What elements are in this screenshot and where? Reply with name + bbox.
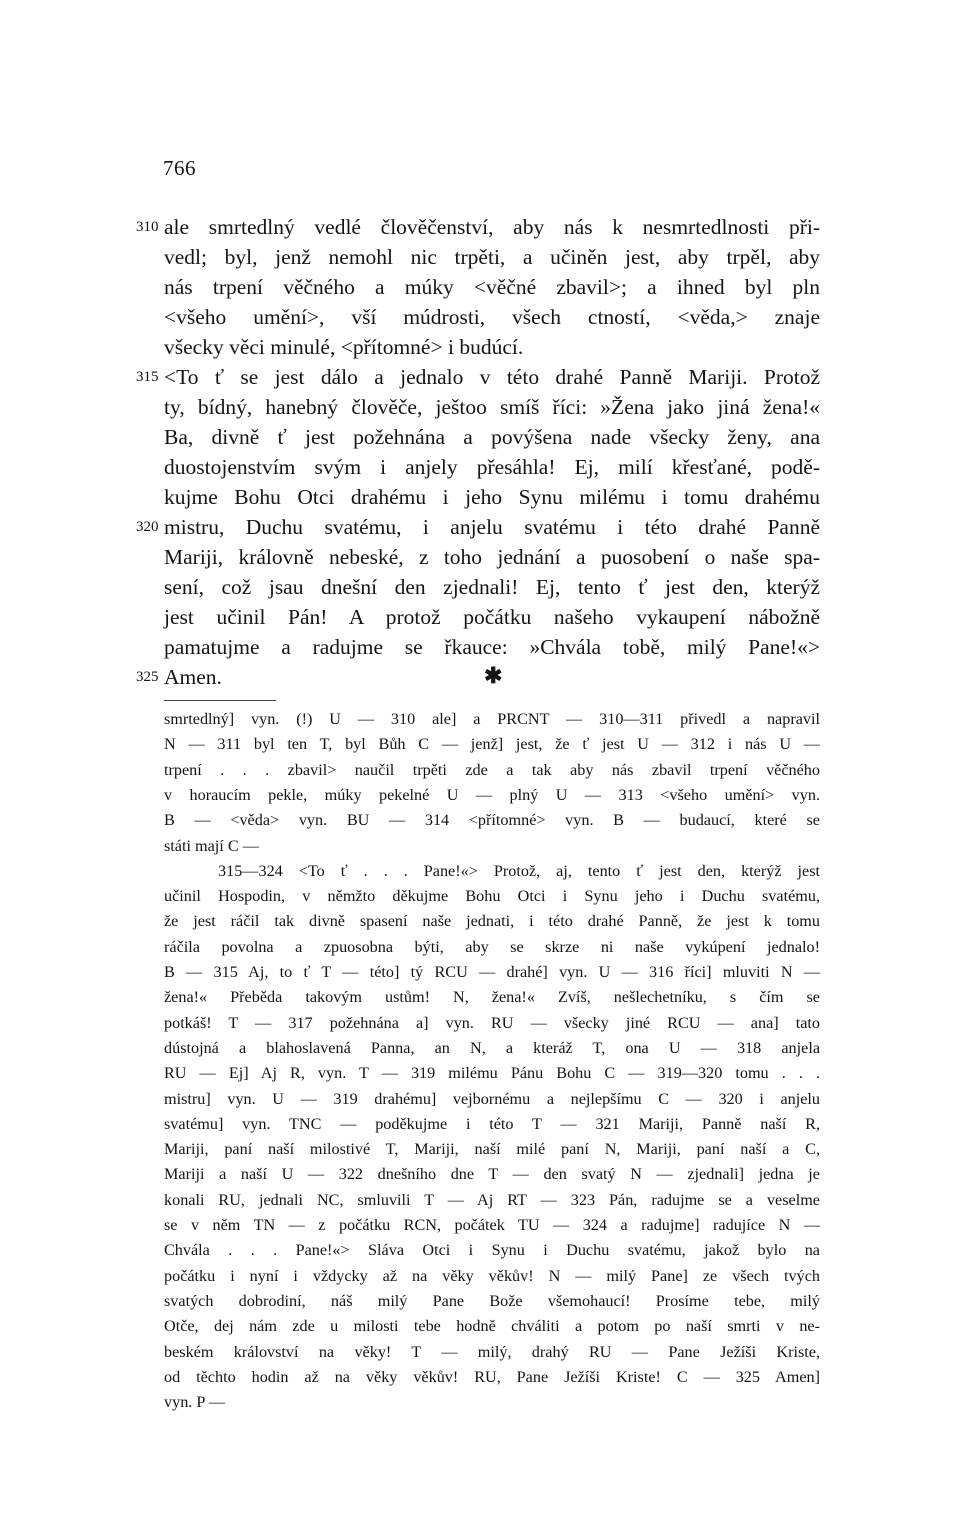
footnote-line: konali RU, jednali NC, smluvili T — Aj RT — 323 Pán, radujme se a veselme bbox=[164, 1190, 820, 1209]
text-line: kujme Bohu Otci drahému i jeho Synu milému i tomu drahému bbox=[164, 485, 820, 509]
text-line: všecky věci minulé, <přítomné> i budúcí. bbox=[164, 335, 524, 359]
footnote-line: vyn. P — bbox=[164, 1393, 226, 1412]
footnote-line: od těchto hodin až na věky věkův! RU, Pane Ježíši Kriste! C — 325 Amen] bbox=[164, 1367, 820, 1386]
footnote-line: beském království na věky! T — milý, drahý RU — Pane Ježíši Kriste, bbox=[164, 1342, 820, 1361]
footnote-line: Mariji a naší U — 322 dnešního dne T — den svatý N — zjednali] jedna je bbox=[164, 1165, 820, 1184]
text-line: sení, což jsau dnešní den zjednali! Ej, tento ť jest den, kterýž bbox=[164, 575, 820, 599]
text-line: ty, bídný, hanebný člověče, ještoo smíš říci: »Žena jako jiná žena!« bbox=[164, 395, 820, 419]
text-line: jest učinil Pán! A protož počátku našeho vykaupení nábožně bbox=[164, 605, 820, 629]
text-line: mistru, Duchu svatému, i anjelu svatému i této drahé Panně bbox=[164, 515, 820, 539]
footnote-line: trpení . . . zbavil> naučil trpěti zde a tak aby nás zbavil trpení věčného bbox=[164, 760, 820, 779]
text-line: Amen. bbox=[164, 665, 222, 689]
text-line: nás trpení věčného a múky <věčné zbavil>; a ihned byl pln bbox=[164, 275, 820, 299]
footnote-line: ráčila povolna a zpuosobna býti, aby se skrze ni naše vykúpení jednalo! bbox=[164, 937, 820, 956]
text-line: <všeho umění>, vší múdrosti, všech ctností, <věda,> znaje bbox=[164, 305, 820, 329]
footnote-line: RU — Ej] Aj R, vyn. T — 319 milému Pánu Bohu C — 319—320 tomu . . . bbox=[164, 1064, 820, 1083]
footnote-line: potkáš! T — 317 požehnána a] vyn. RU — všecky jiné RCU — ana] tato bbox=[164, 1013, 820, 1032]
asterisk-separator-icon: ✱ bbox=[484, 663, 503, 688]
footnote-line: Otče, dej nám zde u milosti tebe hodně chváliti a potom po naší smrti v ne- bbox=[164, 1317, 820, 1336]
text-line: duostojenstvím svým i anjely přesáhla! Ej, milí křesťané, podě- bbox=[164, 455, 820, 479]
footnote-line: že jest ráčil tak divně spasení naše jednati, i této drahé Panně, že jest k tomu bbox=[164, 912, 820, 931]
footnote-line: v horaucím pekle, múky pekelné U — plný U — 313 <všeho umění> vyn. bbox=[164, 785, 820, 804]
footnote-line: 315—324 <To ť . . . Pane!«> Protož, aj, tento ť jest den, kterýž jest bbox=[218, 861, 820, 880]
text-line: pamatujme a radujme se řkauce: »Chvála tobě, milý Pane!«> bbox=[164, 635, 820, 659]
footnote-line: B — 315 Aj, to ť T — této] tý RCU — drahé] vyn. U — 316 říci] mluviti N — bbox=[164, 963, 820, 981]
line-number: 325 bbox=[136, 669, 159, 685]
footnote-line: dústojná a blahoslavená Panna, an N, a kteráž T, ona U — 318 anjela bbox=[164, 1038, 820, 1057]
line-number: 315 bbox=[136, 369, 159, 385]
footnote-line: počátku i nyní i vždycky až na věky věkův! N — milý Pane] ze všech tvých bbox=[164, 1266, 820, 1285]
line-number: 310 bbox=[136, 219, 159, 235]
line-number: 320 bbox=[136, 519, 159, 535]
footnote-line: B — <věda> vyn. BU — 314 <přítomné> vyn. B — budaucí, které se bbox=[164, 811, 820, 830]
footnote-line: N — 311 byl ten T, byl Bůh C — jenž] jest, že ť jest U — 312 i nás U — bbox=[164, 735, 820, 754]
footnote-line: smrtedlný] vyn. (!) U — 310 ale] a PRCNT — 310—311 přivedl a napravil bbox=[164, 710, 820, 728]
page-number: 766 bbox=[163, 156, 196, 180]
footnote-line: svatých dobrodiní, náš milý Pane Bože všemohaucí! Prosíme tebe, milý bbox=[164, 1291, 820, 1310]
footnote-line: žena!« Přeběda takovým ustům! N, žena!« Zvíš, nešlechetníku, s čím se bbox=[164, 988, 820, 1007]
footnote-line: státi mají C — bbox=[164, 836, 259, 855]
footnote-line: učinil Hospodin, v němžto děkujme Bohu Otci i Synu jeho i Duchu svatému, bbox=[164, 887, 820, 906]
text-line: Ba, divně ť jest požehnána a povýšena nade všecky ženy, ana bbox=[164, 425, 820, 449]
footnote-line: mistru] vyn. U — 319 drahému] vejbornému a nejlepšímu C — 320 i anjelu bbox=[164, 1089, 820, 1108]
text-line: vedl; byl, jenž nemohl nic trpěti, a učiněn jest, aby trpěl, aby bbox=[164, 245, 820, 269]
text-line: Mariji, královně nebeské, z toho jednání a puosobení o naše spa- bbox=[164, 545, 820, 569]
footnote-line: svatému] vyn. TNC — poděkujme i této T — 321 Mariji, Panně naší R, bbox=[164, 1114, 820, 1133]
footnote-line: Mariji, paní naší milostivé T, Mariji, naší milé paní N, Mariji, paní naší a C, bbox=[164, 1140, 820, 1159]
footnote-line: se v něm TN — z počátku RCN, počátek TU — 324 a radujme] radujíce N — bbox=[164, 1216, 820, 1234]
footnote-line: Chvála . . . Pane!«> Sláva Otci i Synu i Duchu svatému, jakož bylo na bbox=[164, 1241, 820, 1260]
footnote-rule bbox=[164, 700, 276, 701]
text-line: <To ť se jest dálo a jednalo v této drahé Panně Mariji. Protož bbox=[164, 365, 820, 389]
text-line: ale smrtedlný vedlé člověčenství, aby nás k nesmrtedlnosti při- bbox=[164, 215, 820, 239]
